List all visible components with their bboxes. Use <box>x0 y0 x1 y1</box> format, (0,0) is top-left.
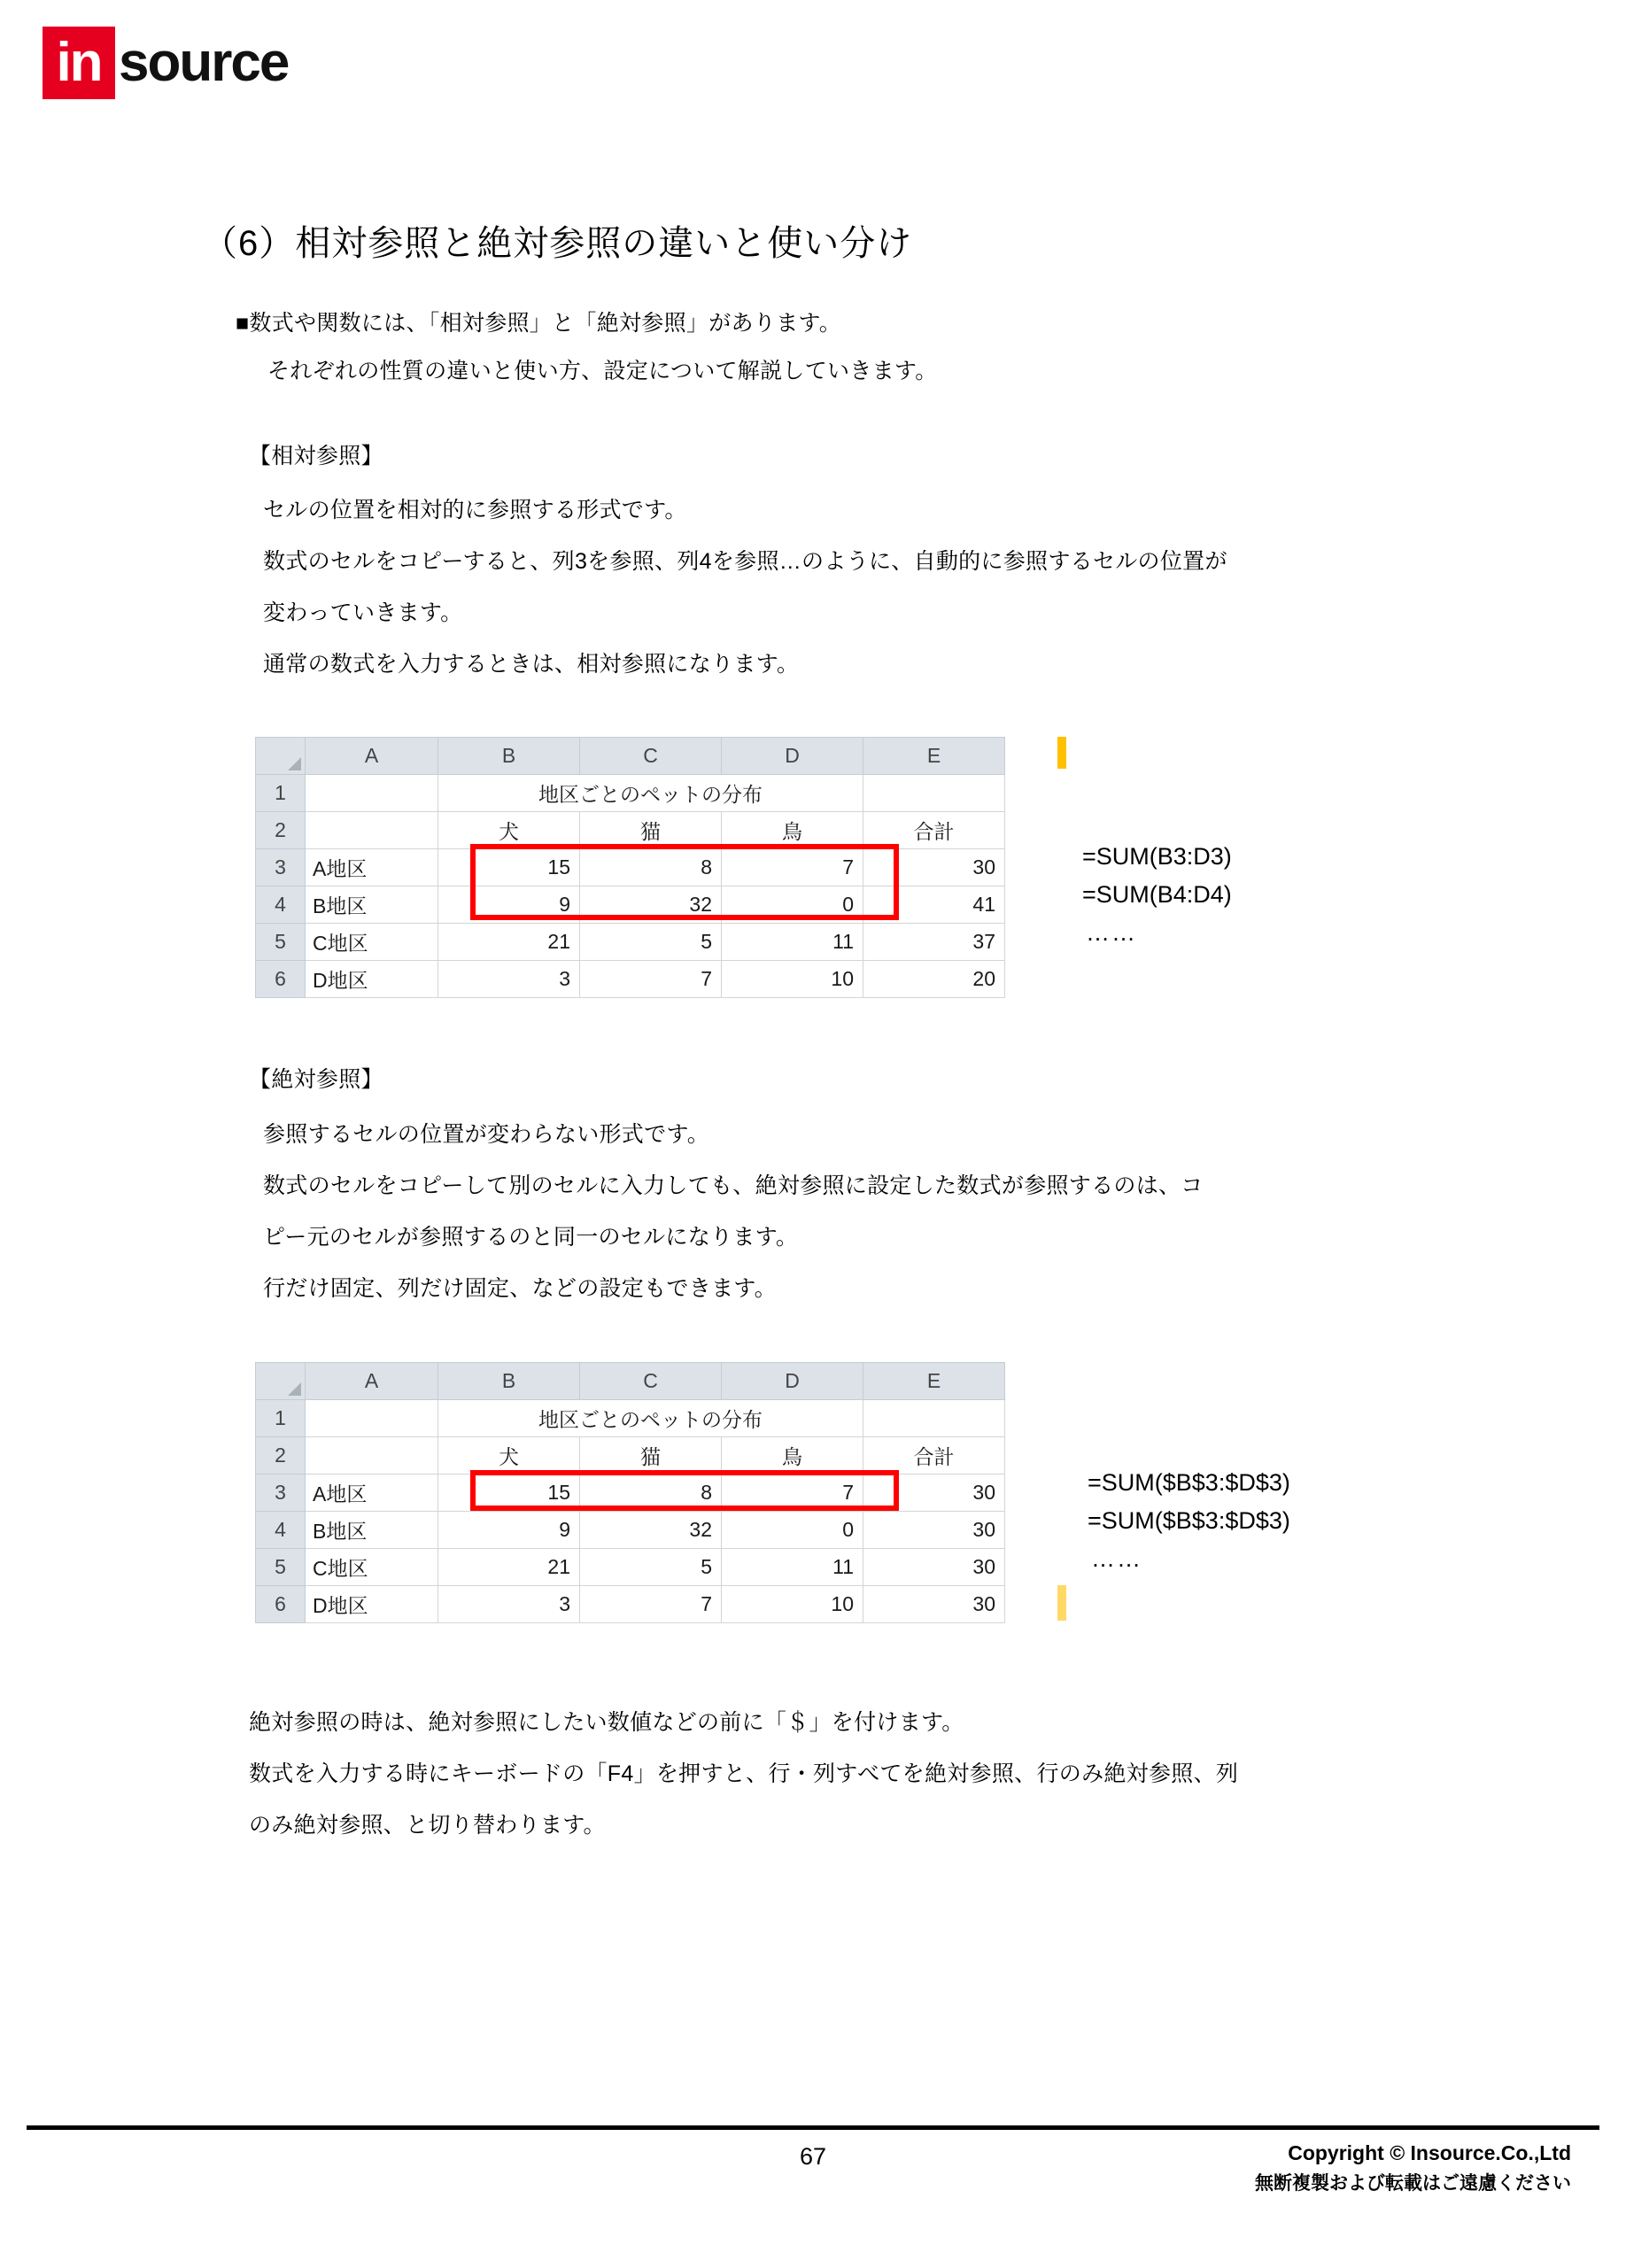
cell-c6-cat[interactable]: 7 <box>580 961 722 998</box>
row-header-5[interactable]: 5 <box>256 1549 306 1586</box>
column-header-c[interactable]: C <box>580 1363 722 1400</box>
table-row <box>256 812 1005 849</box>
absolute-reference-spreadsheet <box>255 1362 1005 1623</box>
row-header-1[interactable]: 1 <box>256 1400 306 1437</box>
row-header-2[interactable]: 2 <box>256 812 306 849</box>
cell-b3-dog[interactable]: 15 <box>438 1475 580 1512</box>
table-column-header-row <box>256 738 1005 775</box>
corner-triangle-icon <box>288 1382 301 1396</box>
cell-a3-area[interactable]: A地区 <box>306 1475 438 1512</box>
cell-a2[interactable] <box>306 1437 438 1475</box>
relative-reference-spreadsheet <box>255 737 1005 998</box>
relative-line-1: セルの位置を相対的に参照する形式です。 <box>263 498 687 522</box>
column-header-d[interactable]: D <box>722 738 863 775</box>
logo-in-text: in <box>56 32 102 93</box>
cell-b3-dog[interactable]: 15 <box>438 849 580 886</box>
cell-b4-dog[interactable]: 9 <box>438 1512 580 1549</box>
cell-d5-bird[interactable]: 11 <box>722 924 863 961</box>
row-header-6[interactable]: 6 <box>256 1586 306 1623</box>
table-row <box>256 1586 1005 1623</box>
cell-b2-dog[interactable]: 犬 <box>438 812 580 849</box>
absolute-line-2: 数式のセルをコピーして別のセルに入力しても、絶対参照に設定した数式が参照するのは、コ <box>263 1173 1204 1198</box>
intro-line-2: それぞれの性質の違いと使い方、設定について解説していきます。 <box>267 359 938 383</box>
cell-sheet-title[interactable]: 地区ごとのペットの分布 <box>438 775 863 812</box>
cell-a2[interactable] <box>306 812 438 849</box>
cell-e4-total[interactable]: 41 <box>863 886 1005 924</box>
cell-b6-dog[interactable]: 3 <box>438 1586 580 1623</box>
copyright-text: Copyright © Insource.Co.,Ltd <box>1288 2141 1571 2164</box>
table-row <box>256 1475 1005 1512</box>
absolute-formula-row4: =SUM($B$3:$D$3) <box>1088 1507 1290 1534</box>
table-row <box>256 849 1005 886</box>
absolute-line-4: 行だけ固定、列だけ固定、などの設定もできます。 <box>263 1276 777 1301</box>
page-title: （6）相対参照と絶対参照の違いと使い分け <box>202 224 913 263</box>
cell-e5-total[interactable]: 30 <box>863 1549 1005 1586</box>
absolute-heading: 【絶対参照】 <box>249 1067 383 1092</box>
relative-line-2: 数式のセルをコピーすると、列3を参照、列4を参照…のように、自動的に参照するセルの位置が <box>263 549 1227 574</box>
column-header-d[interactable]: D <box>722 1363 863 1400</box>
cell-d4-bird[interactable]: 0 <box>722 886 863 924</box>
cell-a5-area[interactable]: C地区 <box>306 1549 438 1586</box>
relative-formula-ellipsis: …… <box>1086 919 1137 946</box>
cell-c4-cat[interactable]: 32 <box>580 1512 722 1549</box>
cell-a1[interactable] <box>306 775 438 812</box>
cell-d3-bird[interactable]: 7 <box>722 849 863 886</box>
cell-e1[interactable] <box>863 775 1005 812</box>
cell-a6-area[interactable]: D地区 <box>306 1586 438 1623</box>
cell-e3-total[interactable]: 30 <box>863 1475 1005 1512</box>
relative-formula-row3: =SUM(B3:D3) <box>1082 843 1232 870</box>
cell-c5-cat[interactable]: 5 <box>580 924 722 961</box>
cell-d2-bird[interactable]: 鳥 <box>722 1437 863 1475</box>
absolute-line-1: 参照するセルの位置が変わらない形式です。 <box>263 1122 710 1147</box>
closing-line-1: 絶対参照の時は、絶対参照にしたい数値などの前に「＄」を付けます。 <box>249 1710 964 1735</box>
cell-b5-dog[interactable]: 21 <box>438 1549 580 1586</box>
cell-d2-bird[interactable]: 鳥 <box>722 812 863 849</box>
cell-b5-dog[interactable]: 21 <box>438 924 580 961</box>
cell-a1[interactable] <box>306 1400 438 1437</box>
cell-b2-dog[interactable]: 犬 <box>438 1437 580 1475</box>
logo-mark-box <box>43 27 115 99</box>
row-header-6[interactable]: 6 <box>256 961 306 998</box>
closing-line-3: のみ絶対参照、と切り替わります。 <box>249 1813 606 1838</box>
row-header-5[interactable]: 5 <box>256 924 306 961</box>
cell-d4-bird[interactable]: 0 <box>722 1512 863 1549</box>
cell-c2-cat[interactable]: 猫 <box>580 1437 722 1475</box>
cell-e6-total[interactable]: 30 <box>863 1586 1005 1623</box>
sheet-right-edge-marker <box>1057 737 1066 769</box>
cell-e6-total[interactable]: 20 <box>863 961 1005 998</box>
cell-b4-dog[interactable]: 9 <box>438 886 580 924</box>
table-row <box>256 1549 1005 1586</box>
logo-source-text: source <box>119 32 289 93</box>
column-header-e[interactable]: E <box>863 1363 1005 1400</box>
cell-c5-cat[interactable]: 5 <box>580 1549 722 1586</box>
cell-c2-cat[interactable]: 猫 <box>580 812 722 849</box>
table-row <box>256 1512 1005 1549</box>
table-row <box>256 924 1005 961</box>
column-header-b[interactable]: B <box>438 738 580 775</box>
table-row <box>256 961 1005 998</box>
row-header-2[interactable]: 2 <box>256 1437 306 1475</box>
column-header-a[interactable]: A <box>306 1363 438 1400</box>
sheet-bottom-edge-marker <box>1057 1585 1066 1621</box>
cell-b6-dog[interactable]: 3 <box>438 961 580 998</box>
closing-line-2: 数式を入力する時にキーボードの「F4」を押すと、行・列すべてを絶対参照、行のみ絶対参照、列 <box>249 1761 1239 1786</box>
copyright-note: 無断複製および転載はご遠慮ください <box>1255 2173 1571 2194</box>
relative-formula-row4: =SUM(B4:D4) <box>1082 881 1232 908</box>
relative-line-3: 変わっていきます。 <box>263 600 463 625</box>
cell-c6-cat[interactable]: 7 <box>580 1586 722 1623</box>
table-row <box>256 886 1005 924</box>
cell-e2-total[interactable]: 合計 <box>863 812 1005 849</box>
table-row <box>256 1437 1005 1475</box>
cell-a4-area[interactable]: B地区 <box>306 1512 438 1549</box>
intro-line-1: ■数式や関数には、「相対参照」と「絶対参照」があります。 <box>236 311 842 336</box>
corner-triangle-icon <box>288 757 301 770</box>
cell-d6-bird[interactable]: 10 <box>722 961 863 998</box>
row-header-3[interactable]: 3 <box>256 1475 306 1512</box>
cell-a4-area[interactable]: B地区 <box>306 886 438 924</box>
row-header-4[interactable]: 4 <box>256 886 306 924</box>
row-header-1[interactable]: 1 <box>256 775 306 812</box>
page-number: 67 <box>799 2143 827 2170</box>
cell-d3-bird[interactable]: 7 <box>722 1475 863 1512</box>
select-all-corner[interactable] <box>256 738 306 775</box>
column-header-a[interactable]: A <box>306 738 438 775</box>
table-row <box>256 775 1005 812</box>
cell-c4-cat[interactable]: 32 <box>580 886 722 924</box>
relative-heading: 【相対参照】 <box>249 444 383 468</box>
cell-e2-total[interactable]: 合計 <box>863 1437 1005 1475</box>
cell-c3-cat[interactable]: 8 <box>580 849 722 886</box>
cell-a3-area[interactable]: A地区 <box>306 849 438 886</box>
table-row <box>256 1400 1005 1437</box>
cell-c3-cat[interactable]: 8 <box>580 1475 722 1512</box>
row-header-4[interactable]: 4 <box>256 1512 306 1549</box>
cell-e1[interactable] <box>863 1400 1005 1437</box>
column-header-b[interactable]: B <box>438 1363 580 1400</box>
cell-a6-area[interactable]: D地区 <box>306 961 438 998</box>
row-header-3[interactable]: 3 <box>256 849 306 886</box>
cell-d5-bird[interactable]: 11 <box>722 1549 863 1586</box>
copyright-block <box>1255 2141 1571 2195</box>
cell-e4-total[interactable]: 30 <box>863 1512 1005 1549</box>
cell-e5-total[interactable]: 37 <box>863 924 1005 961</box>
absolute-line-3: ピー元のセルが参照するのと同一のセルになります。 <box>263 1225 799 1250</box>
column-header-e[interactable]: E <box>863 738 1005 775</box>
cell-e3-total[interactable]: 30 <box>863 849 1005 886</box>
cell-d6-bird[interactable]: 10 <box>722 1586 863 1623</box>
relative-line-4: 通常の数式を入力するときは、相対参照になります。 <box>263 652 800 677</box>
footer-divider <box>27 2125 1599 2130</box>
cell-sheet-title[interactable]: 地区ごとのペットの分布 <box>438 1400 863 1437</box>
absolute-formula-row3: =SUM($B$3:$D$3) <box>1088 1469 1290 1496</box>
insource-logo <box>43 27 288 99</box>
cell-a5-area[interactable]: C地区 <box>306 924 438 961</box>
table-column-header-row <box>256 1363 1005 1400</box>
column-header-c[interactable]: C <box>580 738 722 775</box>
select-all-corner[interactable] <box>256 1363 306 1400</box>
absolute-formula-ellipsis: …… <box>1091 1545 1142 1572</box>
